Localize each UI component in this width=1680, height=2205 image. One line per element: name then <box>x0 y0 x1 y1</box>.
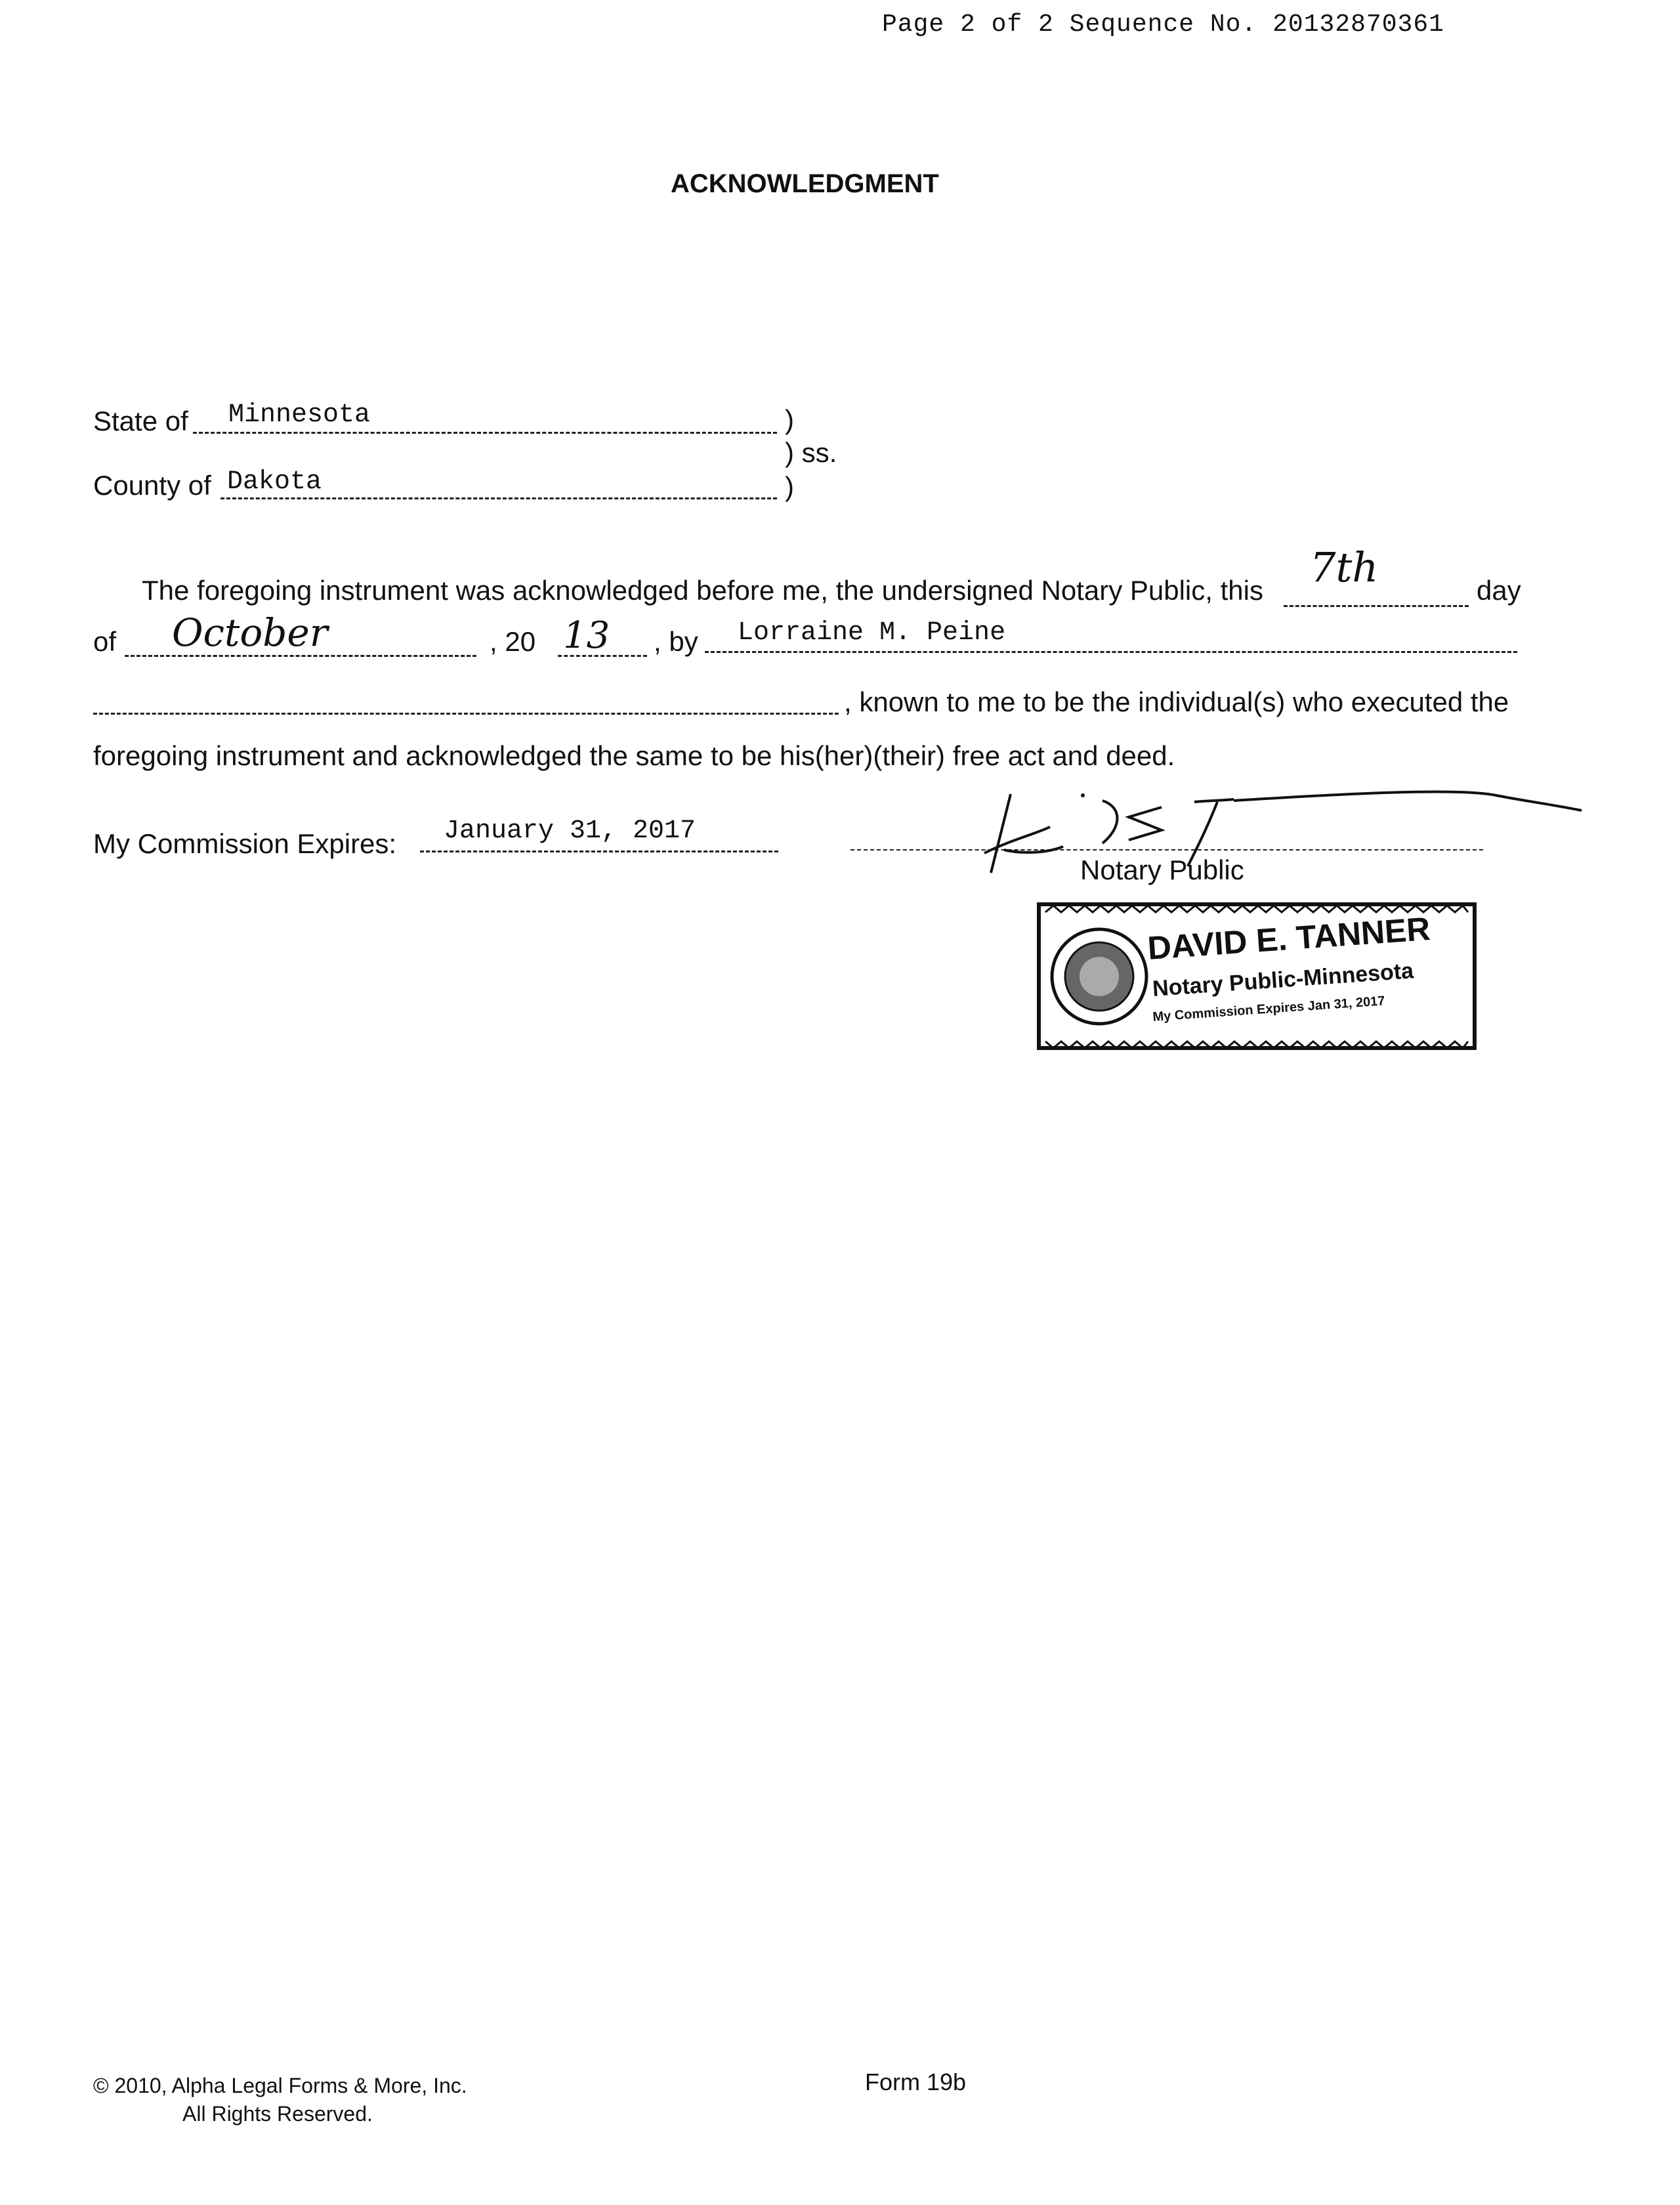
county-label: County of <box>93 470 211 501</box>
known-text: , known to me to be the individual(s) who executed the <box>844 686 1509 717</box>
commission-label: My Commission Expires: <box>93 828 397 859</box>
document-title: ACKNOWLEDGMENT <box>671 169 939 198</box>
acknowledgment-text-line1: The foregoing instrument was acknowledged before me, the undersigned Notary Public, this <box>142 575 1263 606</box>
year-handwritten: 13 <box>563 614 610 657</box>
by-label: , by <box>654 626 698 657</box>
commission-underline <box>420 850 778 852</box>
day-handwritten: 7th <box>1310 543 1379 591</box>
county-value: Dakota <box>227 467 322 497</box>
day-word: day <box>1477 575 1521 606</box>
rights-reserved: All Rights Reserved. <box>182 2102 373 2126</box>
page-sequence-header: Page 2 of 2 Sequence No. 20132870361 <box>882 10 1444 39</box>
stamp-expiration: My Commission Expires Jan 31, 2017 <box>1152 994 1386 1024</box>
notary-stamp <box>1034 899 1480 1053</box>
signer-name: Lorraine M. Peine <box>738 618 1006 648</box>
additional-signer-underline <box>93 713 839 715</box>
stamp-title: Notary Public-Minnesota <box>1151 958 1415 1001</box>
month-underline <box>125 655 476 657</box>
state-underline <box>193 432 777 434</box>
acknowledgment-text-line3: foregoing instrument and acknowledged the same to be his(her)(their) free act and deed. <box>93 740 1175 771</box>
county-underline <box>220 497 777 499</box>
notary-signature <box>971 781 1601 879</box>
commission-expiration: January 31, 2017 <box>444 816 696 846</box>
state-label: State of <box>93 406 188 436</box>
venue-paren-close: ) <box>785 471 794 502</box>
signer-underline <box>705 651 1517 653</box>
day-underline <box>1284 605 1469 607</box>
month-handwritten: October <box>172 610 328 655</box>
stamp-name: DAVID E. TANNER <box>1146 910 1432 967</box>
year-prefix: , 20 <box>490 626 536 657</box>
venue-paren-open: ) <box>785 404 794 435</box>
venue-ss: ) ss. <box>785 437 837 468</box>
form-number: Form 19b <box>865 2068 967 2095</box>
of-label: of <box>93 626 117 657</box>
state-value: Minnesota <box>228 400 371 430</box>
copyright-notice: © 2010, Alpha Legal Forms & More, Inc. <box>93 2074 467 2097</box>
notary-public-label: Notary Public <box>1080 854 1244 885</box>
